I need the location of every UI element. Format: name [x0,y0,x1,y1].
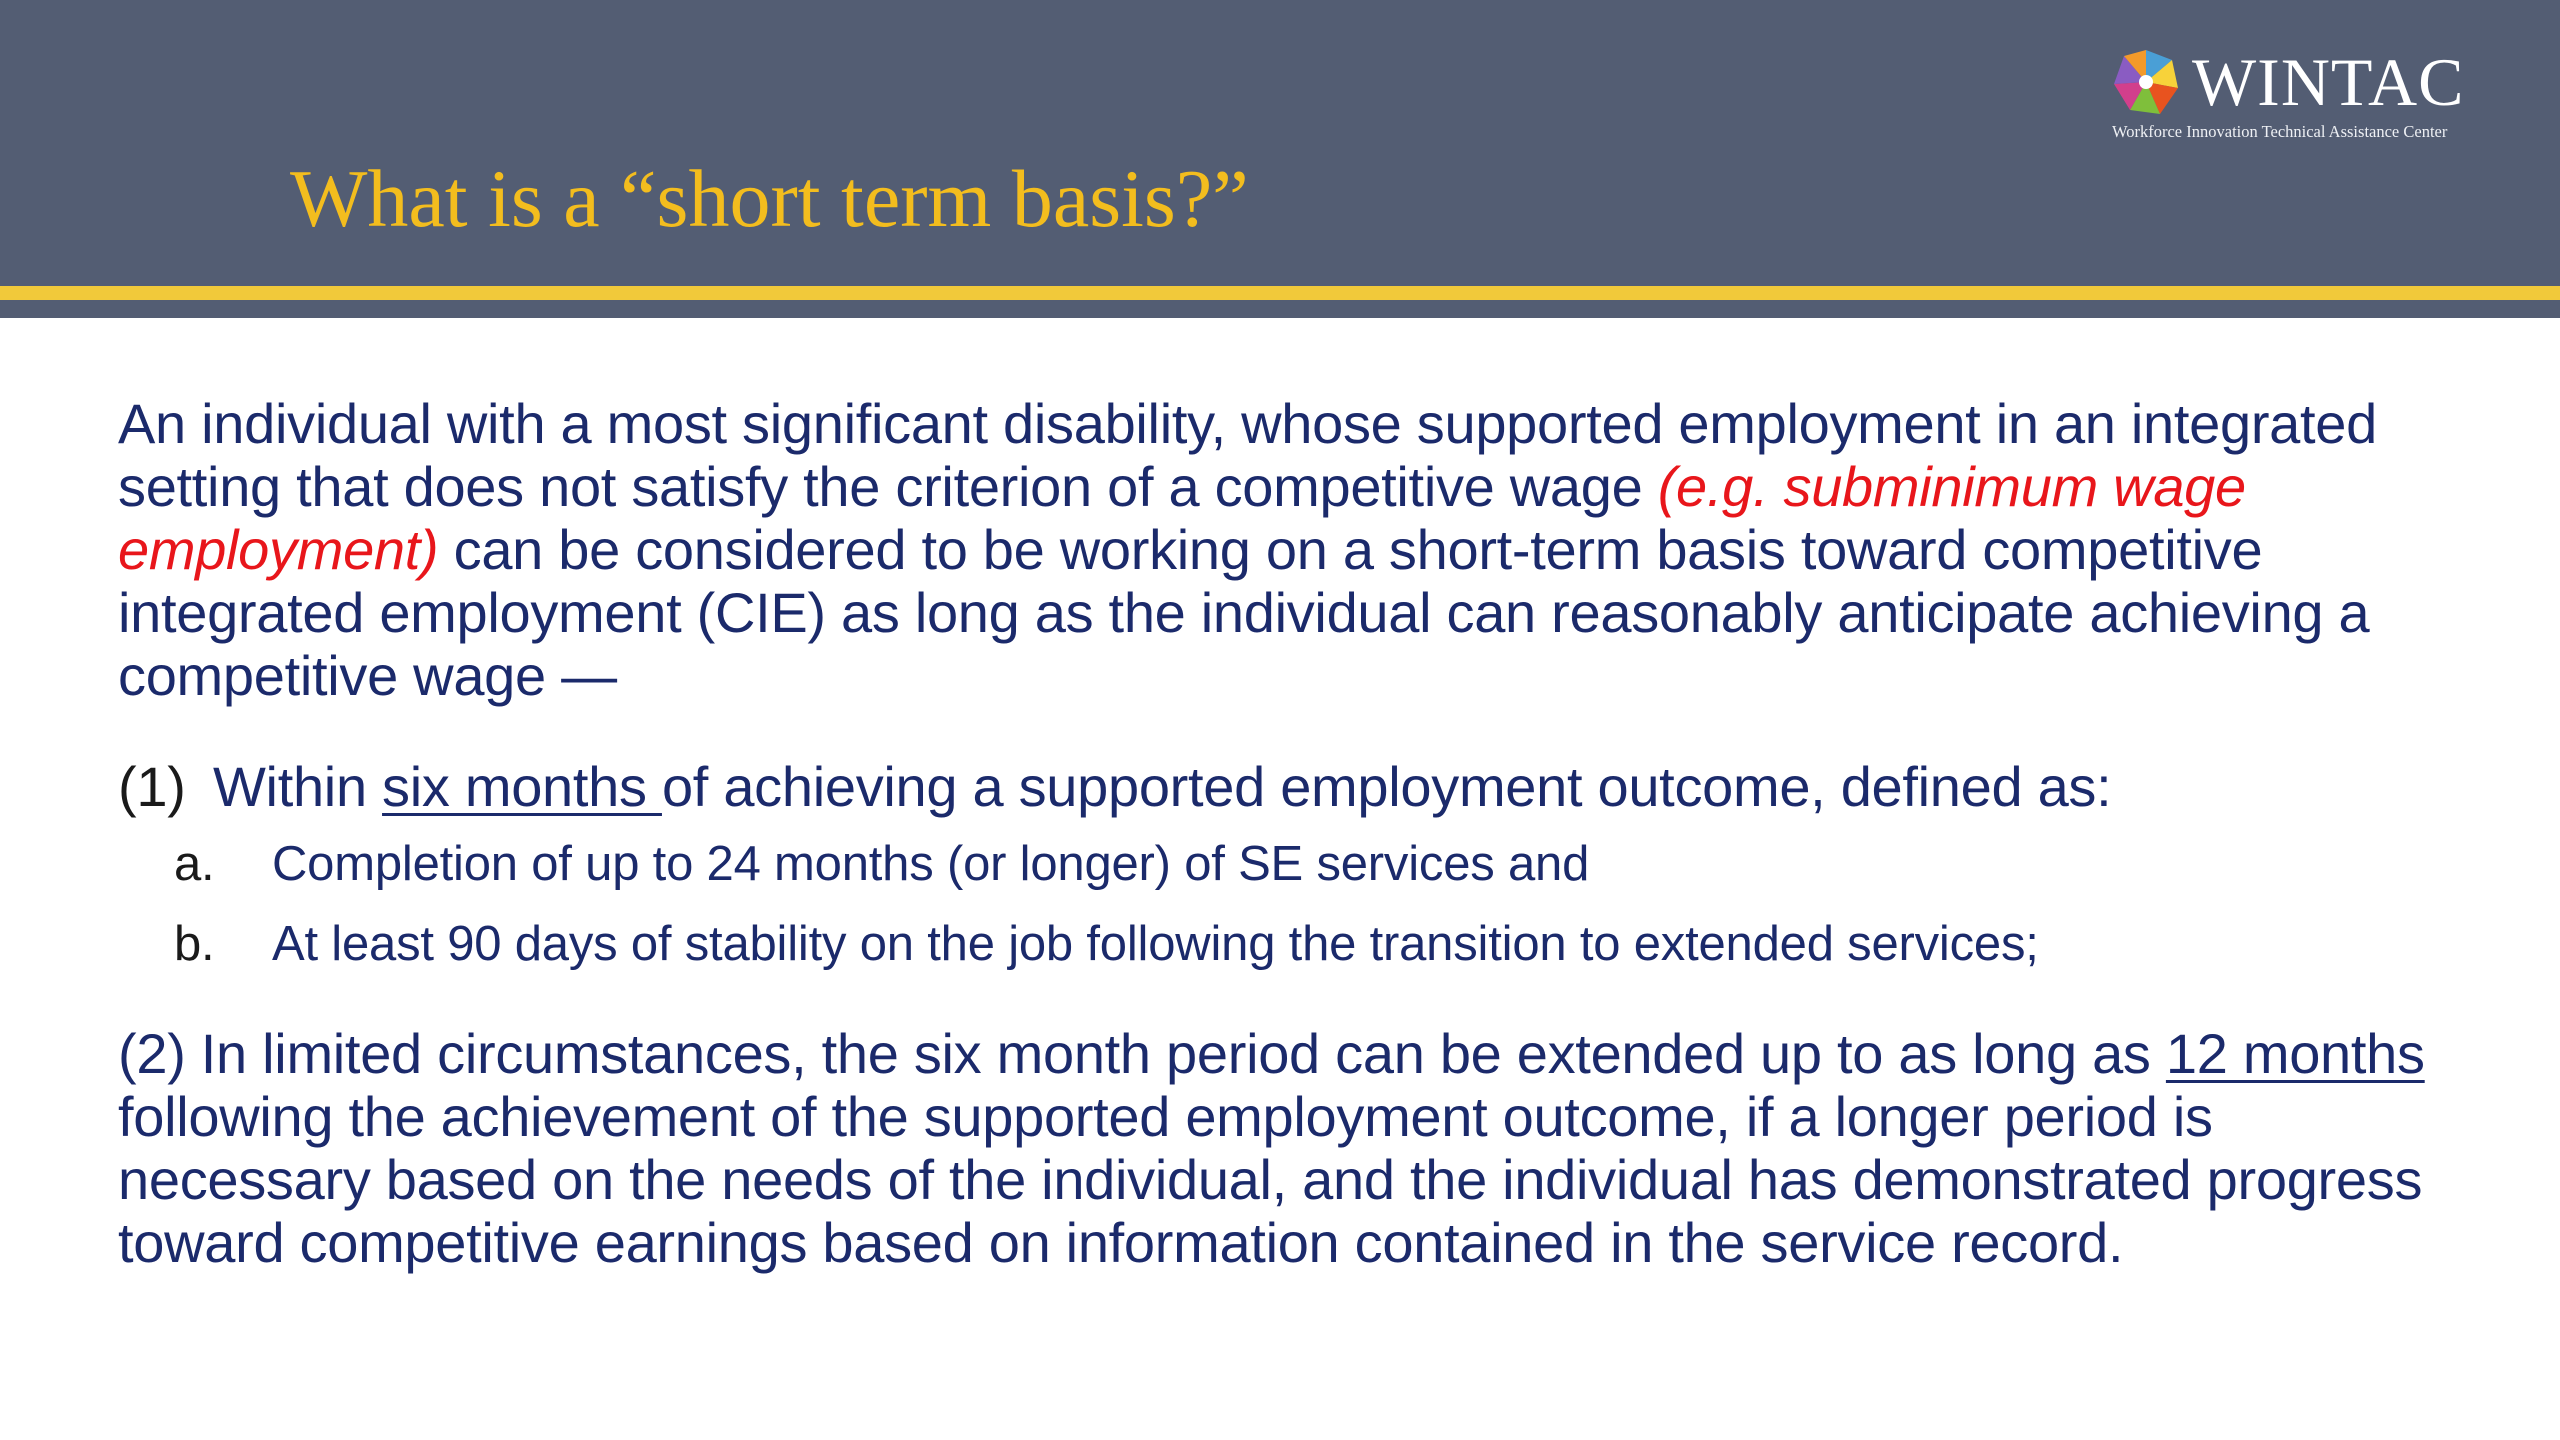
gold-divider [0,286,2560,300]
sub-item-a-letter: a. [174,837,215,891]
item-1-number: (1) [118,755,186,818]
sub-item-a-text: Completion of up to 24 months (or longer) of SE services and [272,837,1590,891]
sub-item-b-letter: b. [174,917,215,971]
item-1-text-1: Within [213,755,383,818]
item-2-text-1: (2) In limited circumstances, the six month period can be extended up to as long as [118,1022,2166,1085]
slide-title: What is a “short term basis?” [290,153,1249,244]
intro-example-emphasis: (e.g. subminimum wage employment) [118,455,2246,581]
wintac-logo [2110,46,2530,156]
item-1-text-2: of achieving a supported employment outcome, defined as: [661,755,2112,818]
logo-subtitle: Workforce Innovation Technical Assistance Center [2112,122,2448,141]
slide-body [118,392,2478,1274]
logo-wordmark: WINTAC [2192,44,2465,120]
slide-header [0,0,2560,286]
intro-text-2: can be considered to be working on a short-term basis toward competitive integrated employment (CIE) as long as the individual can reasonably anticipate achieving a competitive wage — [118,518,2370,707]
item-1 [118,755,2478,818]
item-2 [118,1022,2458,1274]
sub-item-b-text: At least 90 days of stability on the job following the transition to extended services; [272,917,2039,971]
sub-item-b [118,904,2478,984]
wintac-pinwheel-icon [2110,46,2182,118]
item-1-underlined: six months [382,755,662,818]
intro-paragraph [118,392,2478,707]
intro-text-1: An individual with a most significant disability, whose supported employment in an integrated setting that does not satisfy the criterion of a competitive wage [118,392,2377,518]
item-2-underlined: 12 months [2165,1022,2425,1085]
dark-divider [0,300,2560,318]
sub-item-a [118,824,2478,904]
item-2-text-2: following the achievement of the supported employment outcome, if a longer period is necessary based on the needs of the individual, and the individual has demonstrated progress toward competitive earnings based on information contained in the service record. [118,1085,2423,1274]
